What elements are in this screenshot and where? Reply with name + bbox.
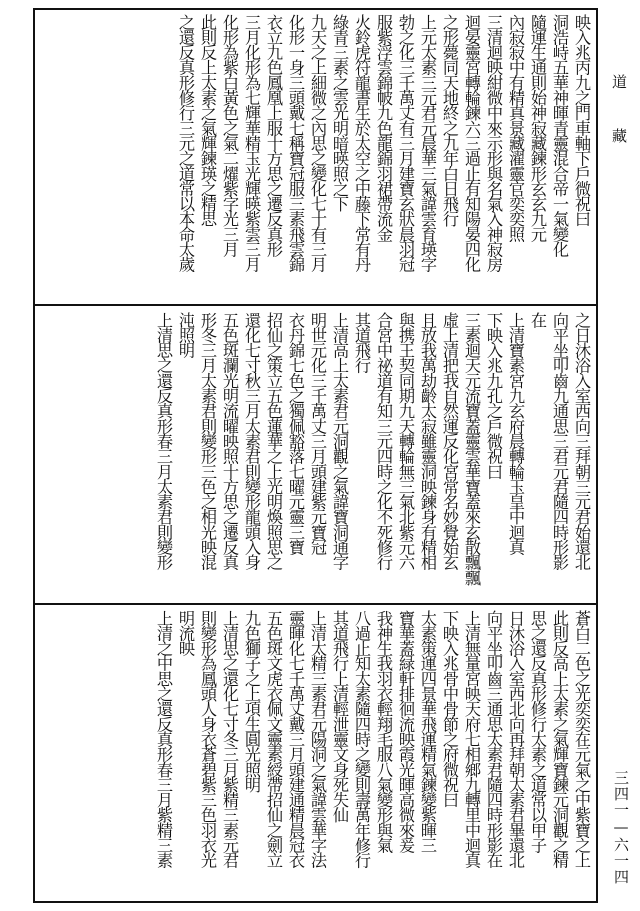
text-column: 我神生我羽衣輕翔毛服八氣變形與氣	[374, 610, 393, 853]
section-divider	[33, 304, 598, 306]
text-column: 向平坐叩齒三通思太素君隨四時形影在	[484, 610, 503, 868]
text-column: 衣立九色鳳凰上服十方思之遷反真形	[264, 14, 283, 257]
text-column: 之日沐浴入室西向三拜朝三元君始還北	[572, 312, 591, 570]
text-column: 合宮中祕道有知三元四時之化不死修行	[374, 312, 393, 570]
text-column: 招仙之策立五色蓮華之上光明煥照思之	[264, 312, 283, 570]
text-column: 之還反真形修行三元之道常以本命太歲	[176, 14, 195, 272]
text-column: 還化七寸秋三月太素君則變形龍頭入身	[242, 312, 261, 570]
text-panel-middle	[42, 312, 592, 598]
text-column: 明世元化三千萬丈三月頭建紫元寶冠	[308, 312, 327, 555]
text-column: 洞浩峙五華神暉青靈混合帝一氣變化	[550, 14, 569, 257]
text-column: 九天之上細微之內思之變化七十有三月	[308, 14, 327, 272]
page-number: 三四一—六一四	[612, 770, 630, 885]
text-column: 三月化形為七輝華精玉光輝暎紫雲三月	[242, 14, 261, 272]
text-column: 三清迴映紺微中來示形與名氣入神寂房	[484, 14, 503, 272]
text-column: 映入兆丙九之門車軸下戶微祝曰	[572, 14, 591, 227]
text-column: 寶華蓋緑軒排徊流映霞光暉高微來爰	[396, 610, 415, 853]
text-column: 下映入兆骨中骨節之府微祝曰	[440, 610, 459, 807]
text-column: 向平坐叩齒九通思三君元君隨四時形影	[550, 312, 569, 570]
text-column: 之形薨同天地終之九年白日飛行	[440, 14, 459, 227]
text-column: 九色獅子之上項生圓光照明	[242, 610, 261, 792]
text-column: 五色斑文虎衣佩文靈素綬帶招仙之劍立	[264, 610, 283, 868]
text-column: 化形為紫白黃色之氣二燿紫字光三月	[220, 14, 239, 257]
text-column: 沌照明	[176, 312, 195, 358]
text-panel-top	[42, 14, 592, 300]
text-column: 蒼白二色之光奕奕在元氣之中紫寶之上	[572, 610, 591, 868]
text-column: 此則反高上太素之氣輝寶鍊元洞觀之精	[550, 610, 569, 868]
text-column: 日沐浴入室西北向再拜朝太素君畢還北	[506, 610, 525, 868]
text-column: 下映入兆九孔之戶微祝曰	[484, 312, 503, 479]
text-column: 迴晏靈宮轉輪鍊六三過止有知陽晏四化	[462, 14, 481, 272]
collection-title: 道 藏	[610, 74, 628, 155]
text-column: 則變形為鳳頭人身衣蒼碧紫三色羽衣光	[198, 610, 217, 868]
text-column: 且放我萬劫齡太寂雖靈洞映鍊身有精相	[418, 312, 437, 570]
text-column: 虛上清把我自然運反化宮常名妙覺始玄	[440, 312, 459, 570]
text-column: 上清寶素宮九玄府晨轉輪玉皇中迴真	[506, 312, 525, 555]
text-column: 其道飛行上清輕泄靈文身死失仙	[330, 610, 349, 823]
text-column: 明流映	[176, 610, 195, 656]
text-column: 五色斑瀾光明流曜映照十方思之遷反真	[220, 312, 239, 570]
text-column: 上清太精三素君元陽洞之氣諱雲華字法	[308, 610, 327, 868]
text-column: 勃之化三千萬丈有三月建寶玄狀晨羽冠	[396, 14, 415, 272]
text-column: 在	[528, 312, 547, 328]
text-column: 三素迴天元流寶蓋靈雲華寶蓋來玄散飄飄	[462, 312, 481, 585]
text-column: 上清之中思之還反真形春三月紫精三素	[154, 610, 173, 868]
text-column: 隨運生通則始神寂藏鍊形玄玄九元	[528, 14, 547, 242]
section-divider	[33, 603, 598, 605]
text-column: 內寂寂中有精真景藏濯靈官奕奕照	[506, 14, 525, 242]
text-column: 綠青三素之雲光明暗暎照之下	[330, 14, 349, 211]
text-column: 上清高上太素君元洞觀之氣諱寶洞通字	[330, 312, 349, 570]
text-column: 太素策運四景華飛運精氣鍊變紫暉三	[418, 610, 437, 853]
text-column: 上清無量宮映天府七相鄉九轉里中迴真	[462, 610, 481, 868]
text-column: 靈暉化七千萬丈戴三月頭建通精晨冠衣	[286, 610, 305, 868]
text-column: 服紫浮雲錦帔九色龍錦羽裙帶流金	[374, 14, 393, 242]
text-column: 火鈴虎符龍書生於太空之中藤下常有丹	[352, 14, 371, 272]
text-column: 上清思之還化七寸冬三月紫精三素元君	[220, 610, 239, 868]
text-column: 衣丹錦七色之獨佩豁落七曜元靈三寶	[286, 312, 305, 555]
text-column: 與携王契同期九天轉輪無三氣北紫元六	[396, 312, 415, 570]
text-column: 思之還反真形修行太素之道常以甲子	[528, 610, 547, 853]
text-column: 此則反上太素之氣輝鍊瑛之精思	[198, 14, 217, 227]
text-column: 形冬三月太素君則變形三色之相光映混	[198, 312, 217, 570]
text-column: 上元太素三元君元晨華三氣諱雲育瑛字	[418, 14, 437, 272]
text-panel-bottom	[42, 610, 592, 898]
text-column: 化形一身三頭戴七稱寶冠服三素飛雲錦	[286, 14, 305, 272]
text-column: 八過止知太素隨四時之變則壽萬年修行	[352, 610, 371, 868]
text-column: 上清思之還反真形春三月太素君則變形	[154, 312, 173, 570]
text-column: 其道飛行	[352, 312, 371, 373]
